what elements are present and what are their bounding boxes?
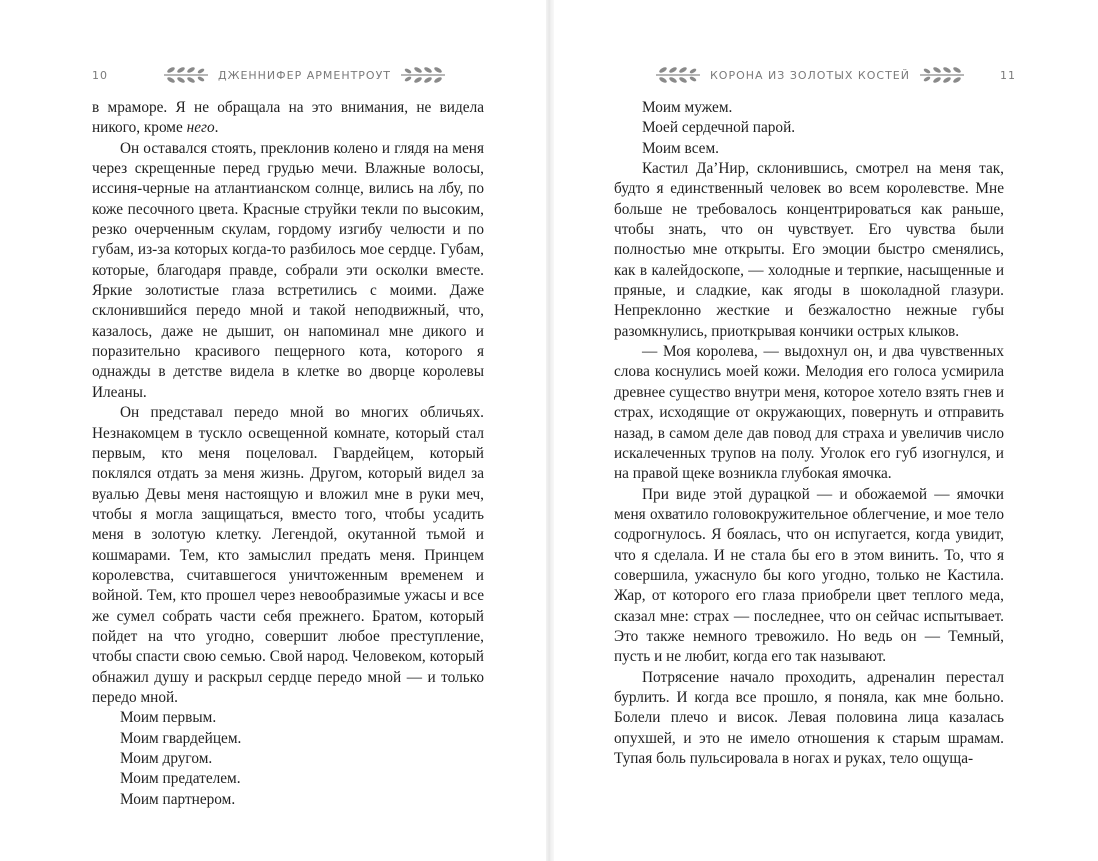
left-page-text: [92, 98, 484, 810]
left-running-head: [92, 62, 482, 88]
right-page-text: [614, 98, 1004, 769]
paragraph: Он оставался стоять, преклонив колено и глядя на меня через скрещенные перед грудью мечи. Влажные волосы, иссиня-черные на атлантианском солнце, вились на лбу, по коже песочного цвета. Красные струйки текли по высоким, резко очерченным скулам, гордому изгибу челюсти и по губам, из-за которых когда-то разбилось мое сердце. Губам, которые, благодаря правде, собрали эти осколки вместе. Яркие золотистые глаза встретились с моими. Даже склонившийся передо мной и такой неподвижный, что, казалось, даже не дышит, он напоминал мне дикого и поразительно красивого пещерного кота, которого я однажды в детстве видела в клетке во дворце королевы Илеаны.: [92, 139, 484, 401]
book-gutter: [546, 0, 554, 861]
paragraph: Он представал передо мной во многих обличьях. Незнакомцем в тускло освещенной комнате, который стал первым, кто меня поцеловал. Гвардейцем, который поклялся отдать за меня жизнь. Другом, который видел за вуалью Девы меня настоящую и вложил мне в руки меч, чтобы я могла защищаться, вместо того, чтобы усадить меня в золотую клетку. Легендой, окутанной тьмой и кошмарами. Тем, кто замыслил предать меня. Принцем королевства, считавшегося уничтоженным временем и войной. Тем, кто прошел через невообразимые ужасы и все же сумел собрать части себя прежнего. Братом, который пойдет на что угодно, совершит любое преступление, чтобы спасти свою семью. Свой народ. Человеком, который обнажил душу и раскрыл сердце передо мной — и только передо мной.: [92, 404, 484, 706]
left-page: [0, 0, 546, 861]
left-running-head-title: ДЖЕННИФЕР АРМЕНТРОУТ: [218, 68, 392, 82]
paragraph: — Моя королева, — выдохнул он, и два чувственных слова коснулись моей кожи. Мелодия его голоса усмирила древнее существо внутри меня, которое хотело взять гнев и страх, исходящие от окружающих, повернуть и отправить назад, в самом деле дав повод для страха и увеличив число искалеченных трупов на полу. Уголок его губ изогнулся, и на правой щеке возникла глубокая ямочка.: [614, 343, 1004, 483]
laurel-icon: [918, 64, 966, 86]
right-page-number: 11: [999, 68, 1016, 82]
laurel-icon: [399, 64, 447, 86]
right-running-head: [654, 62, 1016, 88]
short-line: Моим предателем.: [120, 770, 241, 788]
emphasis: него: [186, 119, 215, 137]
paragraph: Кастил Да’Нир, склонившись, смотрел на меня так, будто я единственный человек во всем королевстве. Мне больше не требовалось концентрироваться как раньше, чтобы знать, что он чувствует. Его чувства были полностью мне открыты. Его эмоции быстро сменялись, как в калейдоскопе, — холодные и терпкие, насыщенные и пряные, и сладкие, как ягоды в шоколадной глазури. Непреклонно жесткие и безжалостно нежные губы разомкнулись, приоткрывая кончики острых клыков.: [614, 160, 1004, 340]
paragraph: При виде этой дурацкой — и обожаемой — ямочки меня охватило головокружительное облегчение, и мое тело содрогнулось. Я боялась, что он испугается, когда увидит, что я сделала. И не стала бы его в этом винить. То, что я совершила, ужаснуло бы кого угодно, только не Кастила. Жар, от которого его глаза приобрели цвет теплого меда, сказал мне: страх — последнее, что он сейчас испытывает. Это также немного тревожило. Но ведь он — Темный, пусть и не любит, когда его так называют.: [614, 485, 1004, 666]
paragraph: в мраморе. Я не обращала на это внимания, не видела никого, кроме него.: [92, 99, 484, 137]
left-page-number: 10: [92, 68, 108, 82]
short-line: Моим партнером.: [120, 790, 236, 808]
short-line: Моим другом.: [120, 750, 213, 767]
short-line: Моим всем.: [642, 139, 719, 157]
right-running-head-title: КОРОНА ИЗ ЗОЛОТЫХ КОСТЕЙ: [710, 68, 910, 82]
laurel-icon: [654, 64, 702, 86]
laurel-icon: [162, 64, 210, 86]
short-line: Моим первым.: [120, 709, 217, 727]
right-page: [554, 0, 1098, 861]
paragraph: Потрясение начало проходить, адреналин перестал бурлить. И когда все прошло, я поняла, как мне больно. Болели плечо и висок. Левая половина лица казалась опухшей, и это не имело отношения к старым шрамам. Тупая боль пульсировала в ногах и руках, тело ощуща-: [614, 668, 1004, 767]
short-line: Моим гвардейцем.: [120, 729, 242, 747]
short-line: Моим мужем.: [642, 99, 733, 116]
short-line: Моей сердечной парой.: [642, 119, 796, 137]
